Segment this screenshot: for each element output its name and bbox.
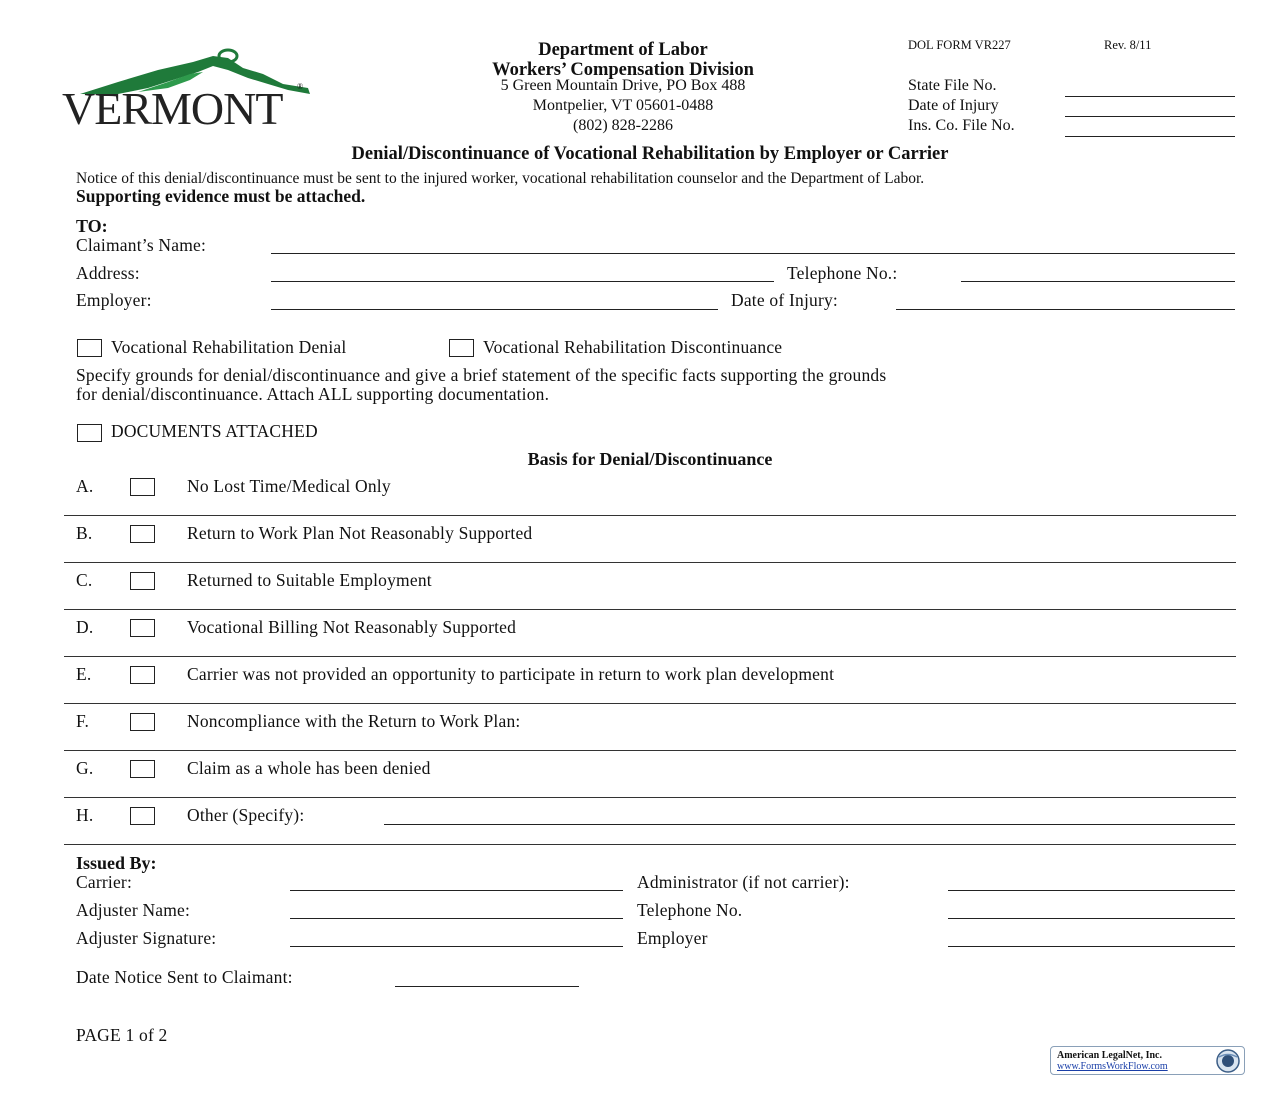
form-title: Denial/Discontinuance of Vocational Rehabilitation by Employer or Carrier xyxy=(351,144,949,164)
basis-text: Other (Specify): xyxy=(187,805,305,825)
basis-checkbox-a[interactable] xyxy=(130,478,155,496)
legalnet-badge[interactable] xyxy=(1050,1046,1245,1075)
basis-text: Returned to Suitable Employment xyxy=(187,570,432,590)
basis-checkbox-b[interactable] xyxy=(130,525,155,543)
basis-checkbox-c[interactable] xyxy=(130,572,155,590)
claimant-name-field[interactable] xyxy=(271,253,1235,254)
other-specify-field[interactable] xyxy=(384,824,1235,825)
basis-text: Claim as a whole has been denied xyxy=(187,758,431,778)
form-id: DOL FORM VR227 xyxy=(908,38,1011,52)
divider xyxy=(64,562,1236,563)
logo-wordmark: VERMONT xyxy=(62,83,283,134)
issued-telephone-label: Telephone No. xyxy=(637,900,743,920)
carrier-field[interactable] xyxy=(290,890,623,891)
issued-telephone-field[interactable] xyxy=(948,918,1235,919)
division-name: Workers’ Compensation Division xyxy=(492,60,754,80)
ins-file-label: Ins. Co. File No. xyxy=(908,117,1015,134)
basis-text: Carrier was not provided an opportunity to participate in return to work plan development xyxy=(187,664,835,684)
employer-field[interactable] xyxy=(271,309,718,310)
basis-letter: G. xyxy=(76,758,94,778)
basis-letter: B. xyxy=(76,523,93,543)
divider xyxy=(64,750,1236,751)
dept-phone: (802) 828-2286 xyxy=(573,117,673,134)
issued-employer-field[interactable] xyxy=(948,946,1235,947)
dept-city: Montpelier, VT 05601-0488 xyxy=(532,97,714,114)
basis-text: No Lost Time/Medical Only xyxy=(187,476,391,496)
basis-checkbox-f[interactable] xyxy=(130,713,155,731)
issued-heading: Issued By: xyxy=(76,853,157,873)
basis-text: Vocational Billing Not Reasonably Supported xyxy=(187,617,517,637)
basis-text: Noncompliance with the Return to Work Plan: xyxy=(187,711,521,731)
dept-address: 5 Green Mountain Drive, PO Box 488 xyxy=(500,77,746,94)
basis-text: Return to Work Plan Not Reasonably Supported xyxy=(187,523,533,543)
page-number: PAGE 1 of 2 xyxy=(76,1025,168,1045)
basis-letter: D. xyxy=(76,617,94,637)
date-injury-label: Date of Injury xyxy=(908,97,999,114)
ins-file-field[interactable] xyxy=(1065,136,1235,137)
basis-checkbox-e[interactable] xyxy=(130,666,155,684)
address-label: Address: xyxy=(76,263,140,283)
divider xyxy=(64,515,1236,516)
dept-name: Department of Labor xyxy=(538,40,708,60)
employer-label: Employer: xyxy=(76,290,152,310)
adjuster-name-label: Adjuster Name: xyxy=(76,900,191,920)
basis-letter: F. xyxy=(76,711,90,731)
form-revision: Rev. 8/11 xyxy=(1104,38,1152,52)
issued-employer-label: Employer xyxy=(637,928,708,948)
globe-icon xyxy=(1215,1048,1241,1074)
doi-label: Date of Injury: xyxy=(731,290,838,310)
discontinuance-label: Vocational Rehabilitation Discontinuance xyxy=(483,337,783,357)
denial-checkbox[interactable] xyxy=(77,339,102,357)
divider xyxy=(64,797,1236,798)
denial-label: Vocational Rehabilitation Denial xyxy=(111,337,347,357)
administrator-label: Administrator (if not carrier): xyxy=(637,872,850,892)
divider xyxy=(64,609,1236,610)
claimant-name-label: Claimant’s Name: xyxy=(76,235,207,255)
vermont-logo xyxy=(60,44,350,134)
notice-text: Notice of this denial/discontinuance must be sent to the injured worker, vocational rehabilitation counselor and the Department of Labor. xyxy=(76,170,925,187)
basis-letter: H. xyxy=(76,805,94,825)
telephone-field[interactable] xyxy=(961,281,1235,282)
legalnet-url: www.FormsWorkFlow.com xyxy=(1057,1061,1168,1072)
legalnet-company: American LegalNet, Inc. xyxy=(1057,1050,1162,1061)
carrier-label: Carrier: xyxy=(76,872,133,892)
date-injury-header-field[interactable] xyxy=(1065,116,1235,117)
to-heading: TO: xyxy=(76,216,108,236)
documents-attached-label: DOCUMENTS ATTACHED xyxy=(111,421,318,441)
divider xyxy=(64,844,1236,845)
adjuster-name-field[interactable] xyxy=(290,918,623,919)
documents-attached-checkbox[interactable] xyxy=(77,424,102,442)
instructions-line-1: Specify grounds for denial/discontinuance and give a brief statement of the specific facts supporting the grounds xyxy=(76,365,887,385)
divider xyxy=(64,656,1236,657)
discontinuance-checkbox[interactable] xyxy=(449,339,474,357)
basis-letter: E. xyxy=(76,664,92,684)
state-file-field[interactable] xyxy=(1065,96,1235,97)
basis-checkbox-h[interactable] xyxy=(130,807,155,825)
registered-mark: ® xyxy=(297,82,304,91)
basis-letter: A. xyxy=(76,476,94,496)
instructions-line-2: for denial/discontinuance. Attach ALL supporting documentation. xyxy=(76,384,550,404)
adjuster-signature-field[interactable] xyxy=(290,946,623,947)
date-notice-label: Date Notice Sent to Claimant: xyxy=(76,967,293,987)
notice-bold-text: Supporting evidence must be attached. xyxy=(76,186,366,206)
basis-heading: Basis for Denial/Discontinuance xyxy=(527,449,773,469)
basis-checkbox-g[interactable] xyxy=(130,760,155,778)
address-field[interactable] xyxy=(271,281,774,282)
telephone-label: Telephone No.: xyxy=(787,263,898,283)
state-file-label: State File No. xyxy=(908,77,997,94)
divider xyxy=(64,703,1236,704)
date-notice-field[interactable] xyxy=(395,986,579,987)
adjuster-signature-label: Adjuster Signature: xyxy=(76,928,217,948)
basis-letter: C. xyxy=(76,570,93,590)
doi-field[interactable] xyxy=(896,309,1235,310)
administrator-field[interactable] xyxy=(948,890,1235,891)
basis-checkbox-d[interactable] xyxy=(130,619,155,637)
